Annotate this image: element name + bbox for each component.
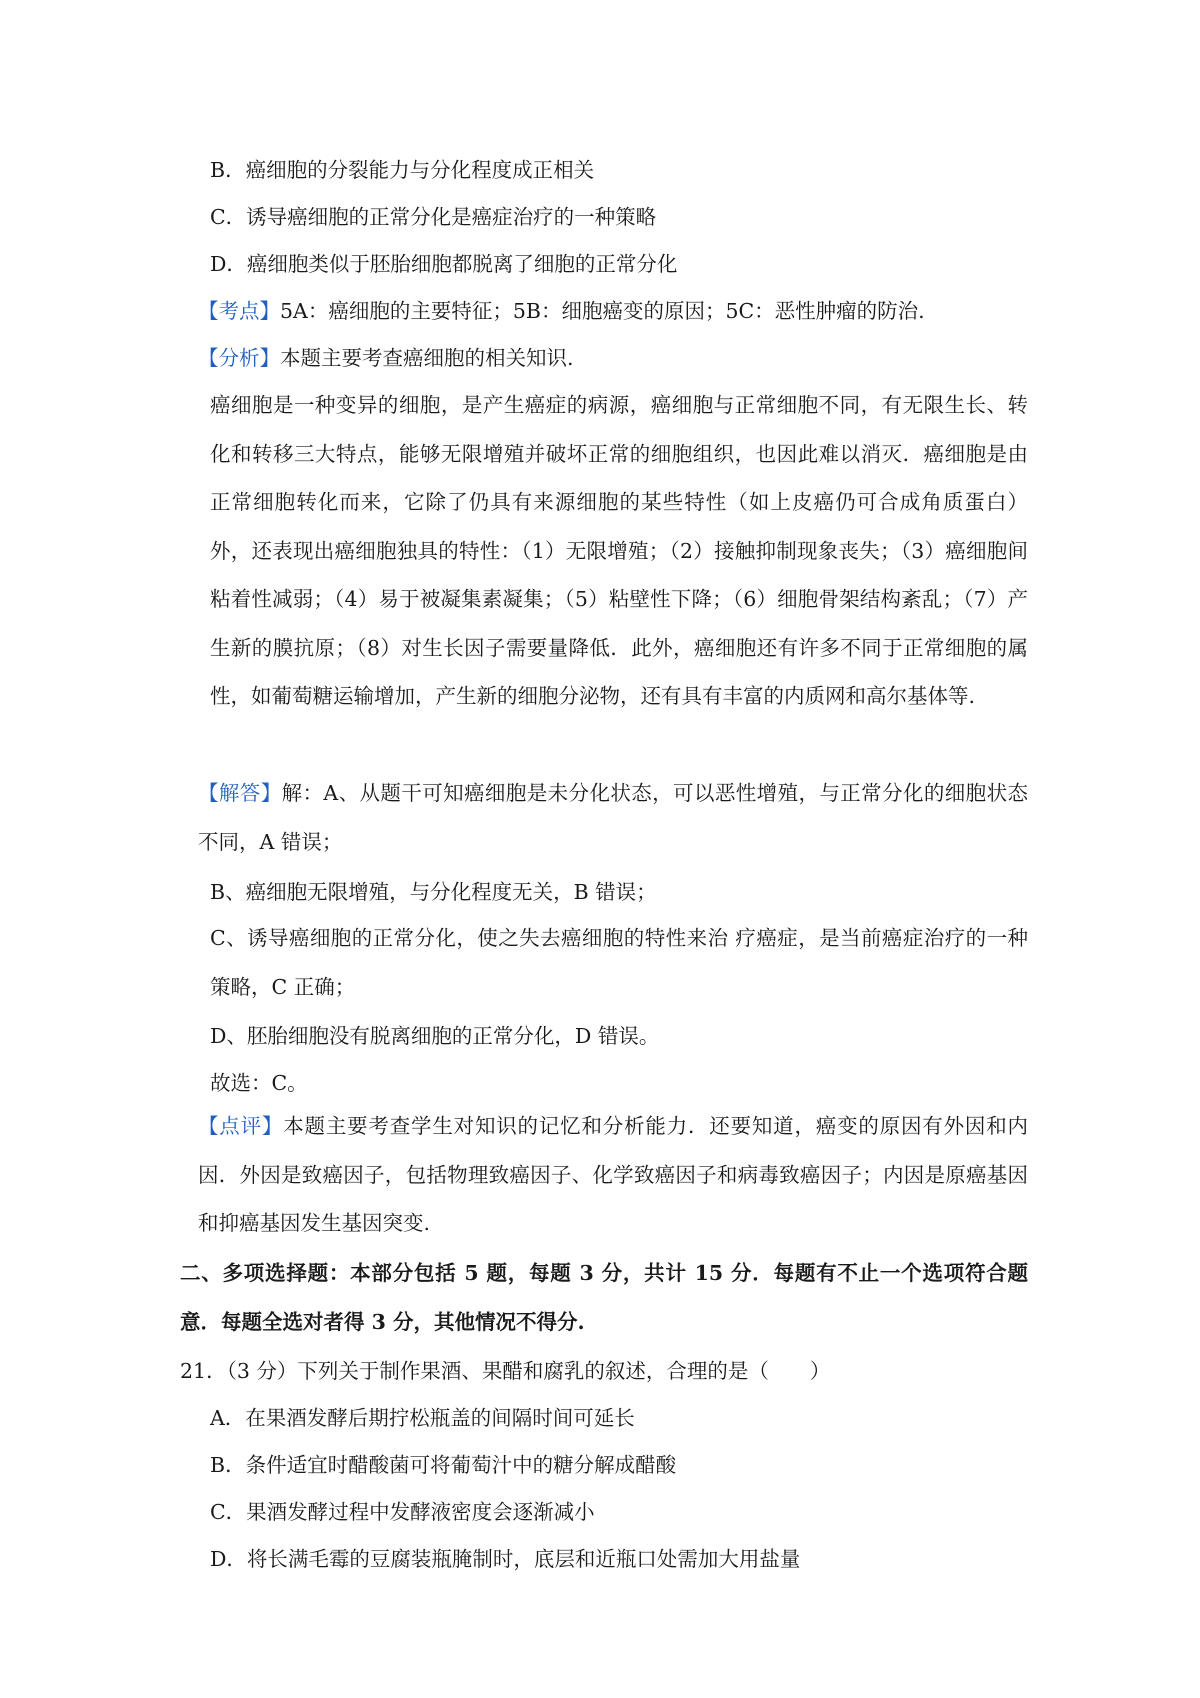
dianping-label: 【点评】 [198,1114,284,1138]
dianping-text: 本题主要考查学生对知识的记忆和分析能力．还要知道，癌变的原因有外因和内因．外因是致癌因子，包括物理致癌因子、化学致癌因子和病毒致癌因子；内因是原癌基因和抑癌基因发生基因突变. [198,1114,1029,1235]
section2-heading: 二、多项选择题：本部分包括 5 题，每题 3 分，共计 15 分．每题有不止一个选项符合题意．每题全选对者得 3 分，其他情况不得分. [180,1261,1028,1334]
jieda-option-b: B、癌细胞无限增殖，与分化程度无关，B 错误； [210,880,657,904]
jieda-option-d: D、胚胎细胞没有脱离细胞的正常分化，D 错误。 [210,1024,660,1048]
q20-option-d: D．癌细胞类似于胚胎细胞都脱离了细胞的正常分化 [210,252,678,276]
q21-option-d: D．将长满毛霉的豆腐装瓶腌制时，底层和近瓶口处需加大用盐量 [210,1547,801,1571]
kaodian-line [198,297,925,325]
q20-option-c: C．诱导癌细胞的正常分化是癌症治疗的一种策略 [210,205,657,229]
kaodian-text: 5A：癌细胞的主要特征；5B：细胞癌变的原因；5C：恶性肿瘤的防治. [280,299,925,323]
dianping-paragraph [198,1102,1028,1248]
q21-option-a: A．在果酒发酵后期拧松瓶盖的间隔时间可延长 [210,1406,635,1430]
q20-option-b: B．癌细胞的分裂能力与分化程度成正相关 [210,158,595,182]
fenxi-line [198,344,574,372]
fenxi-label: 【分析】 [198,346,280,370]
jieda-label: 【解答】 [198,781,282,805]
fenxi-text: 本题主要考查癌细胞的相关知识. [280,346,574,370]
kaodian-label: 【考点】 [198,299,280,323]
jieda-paragraph [198,769,1028,866]
q21-stem: 21．（3 分）下列关于制作果酒、果醋和腐乳的叙述，合理的是（ ） [180,1359,831,1383]
jieda-answer: 故选：C。 [210,1071,308,1095]
jieda-text: 解：A、从题干可知癌细胞是未分化状态，可以恶性增殖，与正常分化的细胞状态不同，A 错误； [198,781,1028,854]
fenxi-body: 癌细胞是一种变异的细胞，是产生癌症的病源，癌细胞与正常细胞不同，有无限生长、转化和转移三大特点，能够无限增殖并破坏正常的细胞组织，也因此难以消灭．癌细胞是由正常细胞转化而来，它除了仍具有来源细胞的某些特性（如上皮癌仍可合成角质蛋白）外，还表现出癌细胞独具的特性：（1）无限增殖；（2）接触抑制现象丧失；（3）癌细胞间粘着性减弱；（4）易于被凝集素凝集；（5）粘壁性下降；（6）细胞骨架结构紊乱；（7）产生新的膜抗原；（8）对生长因子需要量降低．此外，癌细胞还有许多不同于正常细胞的属性，如葡萄糖运输增加，产生新的细胞分泌物，还有具有丰富的内质网和高尔基体等. [210,393,1028,708]
q21-option-c: C．果酒发酵过程中发酵液密度会逐渐减小 [210,1500,595,1524]
q21-option-b: B．条件适宜时醋酸菌可将葡萄汁中的糖分解成醋酸 [210,1453,677,1477]
jieda-option-c: C、诱导癌细胞的正常分化，使之失去癌细胞的特性来治 疗癌症，是当前癌症治疗的一种策略，C 正确； [210,926,1028,999]
